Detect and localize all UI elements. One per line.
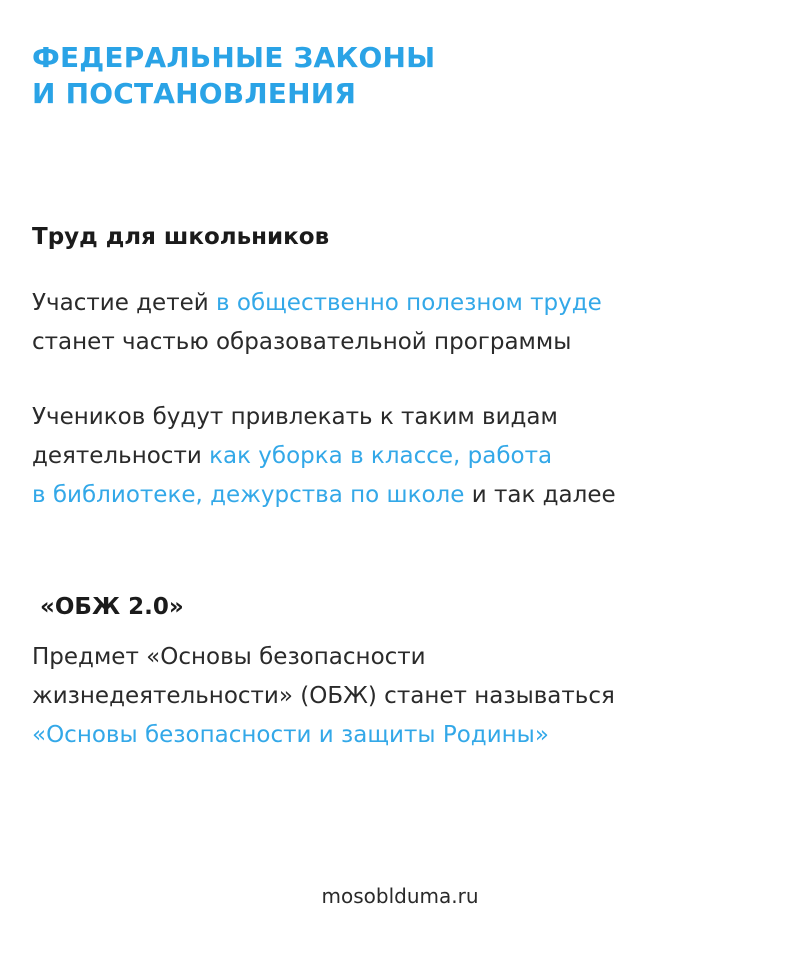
labor-paragraph-1-line-1	[32, 284, 602, 323]
labor-paragraph-2-line-3	[32, 476, 616, 515]
labor-paragraph-2-line-1: Учеников будут привлекать к таким видам	[32, 404, 558, 430]
text-highlight: как уборка в классе, работа	[209, 443, 553, 469]
obzh-paragraph	[32, 638, 615, 755]
text-plain: и так далее	[464, 482, 616, 508]
page-title	[32, 40, 435, 112]
labor-paragraph-2-line-2	[32, 437, 616, 476]
text-highlight: в общественно полезном труде	[216, 290, 602, 316]
text-highlight: в библиотеке, дежурства по школе	[32, 482, 465, 508]
obzh-paragraph-line-2: жизнедеятельности» (ОБЖ) станет называться	[32, 683, 615, 709]
labor-paragraph-2	[32, 398, 616, 515]
labor-paragraph-1	[32, 284, 602, 362]
section-heading-obzh: «ОБЖ 2.0»	[40, 594, 184, 620]
page-title-line-1: ФЕДЕРАЛЬНЫЕ ЗАКОНЫ	[32, 41, 436, 74]
section-heading-labor: Труд для школьников	[32, 224, 330, 250]
obzh-paragraph-line-1: Предмет «Основы безопасности	[32, 644, 426, 670]
text-plain: деятельности	[32, 443, 210, 469]
footer-site-link[interactable]: mosobldumа.ru	[321, 884, 479, 908]
obzh-paragraph-line-3: «Основы безопасности и защиты Родины»	[32, 722, 549, 748]
page-title-line-2: И ПОСТАНОВЛЕНИЯ	[32, 77, 357, 110]
labor-paragraph-1-line-2: станет частью образовательной программы	[32, 329, 572, 355]
text-plain: Участие детей	[32, 290, 217, 316]
